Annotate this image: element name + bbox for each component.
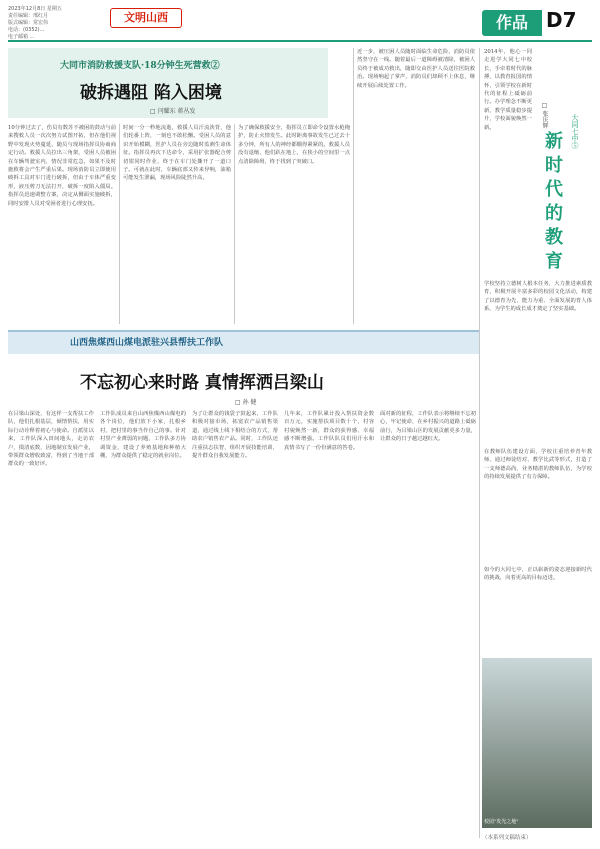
meta-line: 电子邮箱 ... bbox=[8, 34, 35, 40]
article2-byline: □ 孙 健 bbox=[235, 399, 257, 406]
article1-subtitle: 大同市消防救援支队·18分钟生死营救② bbox=[60, 61, 220, 71]
meta-line: 2023年12月8日 星期五 bbox=[8, 6, 62, 12]
header-divider bbox=[8, 40, 592, 42]
article2-column: 为了让群众的钱袋子鼓起来，工作队积极对接市场，拓宽农产品销售渠道，通过线上线下相结合的方式，帮助农户销售农产品。同时，工作队还注重扶志扶智，组织开展技能培训，提升群众自我发展能力。 bbox=[192, 411, 278, 460]
right-column: 在教师队伍建设方面，学校注重培养青年教师，通过师徒结对、教学比武等形式，打造了一支师德高尚、业务精湛的教师队伍，为学校的持续发展提供了有力保障。 bbox=[484, 449, 592, 481]
article1-column: 10分钟过去了，伤员有数苏不被困的鼓动与前来搜救人员一次次努力试图开拓，但在他们视野中发现火势蔓延，随员与现场指挥员协商商定行动。救援人员拉出三角架，受困人员被困在车辆驾驶室内，情况非常危急，如果不及时施救将会产生严重后果。现场消防员立即使用破拆工具对车门进行破拆，但由于车体严重变形，液压剪刀无法打开，破拆一度陷入僵局。指挥员迅速调整方案，决定从侧面实施破拆，同时安排人员对受困者进行心理安抚。 bbox=[8, 125, 116, 207]
meta-line: 电话：(0352)... bbox=[8, 27, 45, 33]
series-footnote: （本系列文稿结束） bbox=[482, 835, 532, 841]
right-title-char: 教 bbox=[545, 227, 563, 248]
right-column: 学校坚持立德树人根本任务，大力推进素质教育，积极开展丰富多彩的校园文化活动，构建了以德育为先、能力为重、全面发展的育人体系，为学生的成长成才奠定了坚实基础。 bbox=[484, 281, 592, 313]
page-number: D7 bbox=[546, 8, 577, 32]
article1-column: 时间一分一秒地流逝，救援人员汗流浃背，他们轮番上阵，一刻也不敢松懈。受困人员的意识开始模糊，医护人员在旁边随时监测生命体征。指挥员再次下达命令，采用扩张器配合剪切钳同时作业，终于在车门处撕开了一道口子。可就在此时，车辆底部又传来异响，油箱可能发生泄漏，现场风险陡然升高。 bbox=[123, 125, 231, 182]
right-kicker: 大同七中⑤ bbox=[571, 114, 579, 149]
article1-column: 近一步，被压困人员随时面临生命危险，消防员依然坚守在一线。随着最后一道障碍被清除，被困人员终于被成功救出，随即交由医护人员送往医院救治。现场响起了掌声，消防员们却顾不上休息，继续开展后续处置工作。 bbox=[357, 49, 475, 89]
right-title-char: 代 bbox=[545, 179, 563, 200]
column-divider bbox=[353, 48, 354, 324]
right-author: □ 张庆辉 bbox=[541, 102, 548, 129]
column-divider bbox=[479, 48, 480, 838]
article1-column: 为了确保救援安全，指挥员立即命令设置水枪掩护，防止火情发生。此时距离事故发生已过去十多分钟，所有人的神经都绷得紧紧的。救援人员没有退缩，他们趴在地上，在狭小的空间里一点点清除障碍，终于找到了突破口。 bbox=[238, 125, 350, 165]
article2-column: 面对新的征程，工作队表示将继续不忘初心，牢记使命，在乡村振兴的道路上砥砺前行，为吕梁山区的发展贡献更多力量，让群众的日子越过越红火。 bbox=[380, 411, 476, 443]
right-title-char: 育 bbox=[545, 251, 563, 272]
article2-column: 在吕梁山深处，有这样一支帮扶工作队，他们扎根基层，倾情帮扶，用实际行动诠释着初心与使命。自派驻以来，工作队深入田间地头，走访农户，摸清底数，因地制宜发展产业，带领群众增收致富，得到了当地干部群众的一致好评。 bbox=[8, 411, 94, 468]
right-title-char: 时 bbox=[545, 155, 563, 176]
article1-byline: □ 闫耀东 蒋丛发 bbox=[150, 108, 196, 115]
article2-subtitle: 山西焦煤西山煤电派驻兴县帮扶工作队 bbox=[70, 338, 224, 348]
campus-photo bbox=[482, 658, 592, 828]
masthead-meta bbox=[8, 6, 62, 41]
article2-column: 几年来，工作队累计投入帮扶资金数百万元，实施帮扶项目数十个，村容村貌焕然一新，群众的获得感、幸福感不断增强。工作队队员们用汗水和真情书写了一份份满意的答卷。 bbox=[284, 411, 374, 451]
right-title-char: 的 bbox=[545, 203, 563, 224]
meta-line: 版式编辑：常宏伟 bbox=[8, 20, 49, 26]
article2-title: 不忘初心来时路 真情挥洒吕梁山 bbox=[80, 373, 324, 393]
article2-column: 工作队成员来自山西焦煤西山煤电的各个岗位，他们放下小家，扎根乡村，把村里的事当作自己的事。针对村里产业薄弱的问题，工作队多方协调资金，建设了养殖基地和种植大棚，为群众提供了稳定的就业岗位。 bbox=[100, 411, 186, 460]
article1-title: 破拆遇阻 陷入困境 bbox=[80, 83, 222, 103]
column-divider bbox=[119, 124, 120, 324]
meta-line: 责任编辑：邢红月 bbox=[8, 13, 49, 19]
column-divider bbox=[234, 124, 235, 324]
masthead-logo: 文明山西 bbox=[110, 8, 182, 28]
section-tab: 作品 bbox=[482, 10, 542, 36]
photo-caption: 校园"发光之地" bbox=[484, 819, 519, 825]
right-title-char: 新 bbox=[545, 131, 563, 152]
right-title bbox=[545, 130, 563, 274]
right-column: 2014年，他心一同走进学大同七中校长，手牵着时代的脉搏，以教育报国的情怀，引领学校在新时代的征程上砥砺前行。办学理念不断更新，教学质量稳步提升，学校面貌焕然一新。 bbox=[484, 49, 532, 131]
right-column: 如今的大同七中，正以崭新的姿态迎接新时代的挑战，向着更高的目标迈进。 bbox=[484, 567, 592, 582]
